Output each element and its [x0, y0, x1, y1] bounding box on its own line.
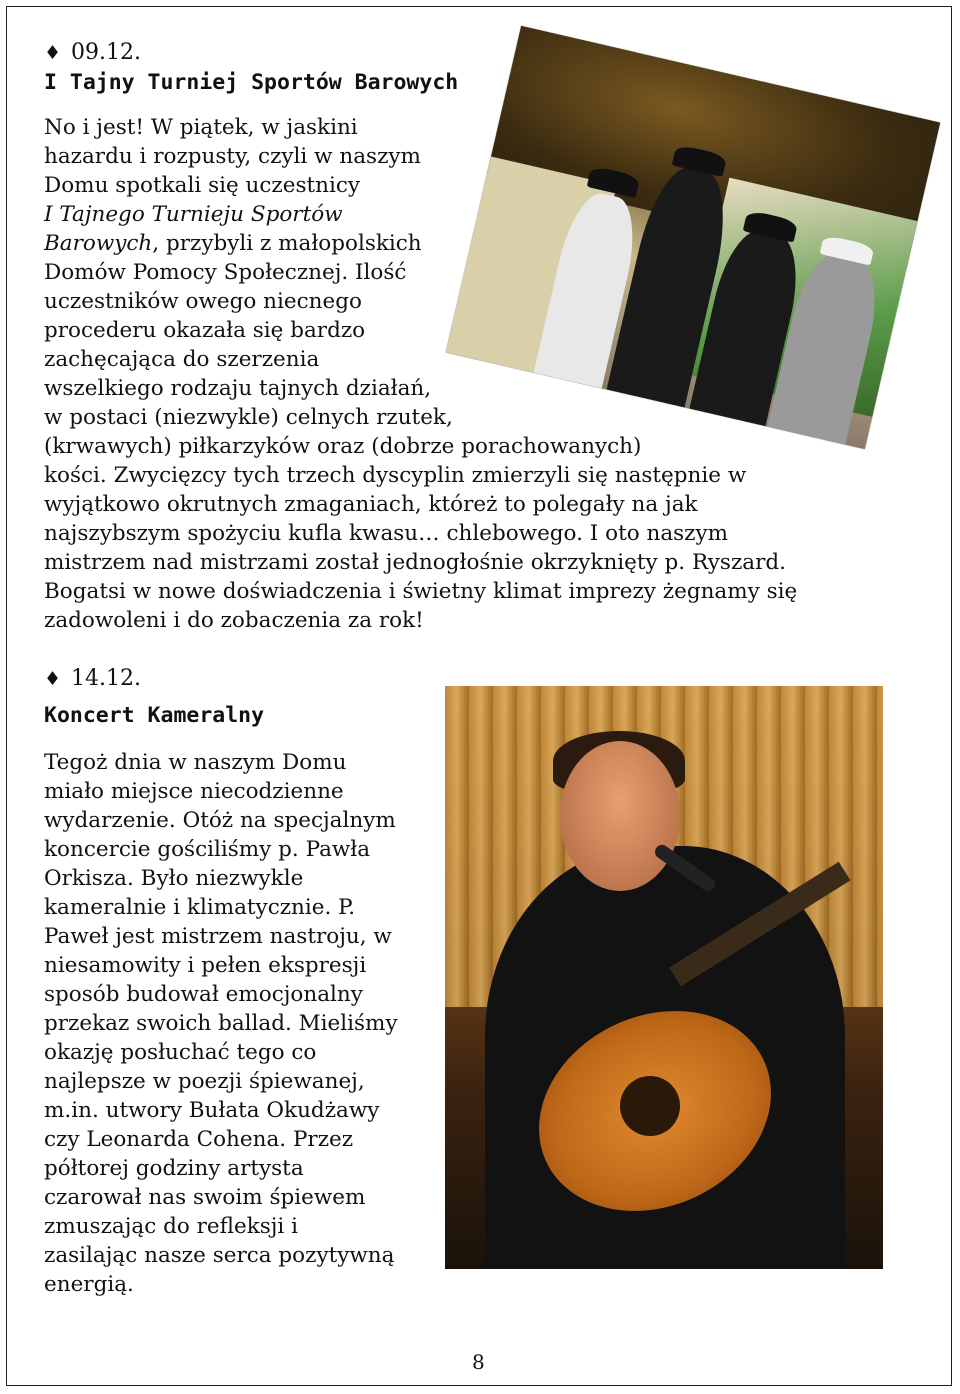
- upright-segment: , przybyli z małopolskich: [152, 231, 422, 256]
- section2-title: Koncert Kameralny: [44, 703, 265, 728]
- diamond-bullet-icon: ♦: [44, 668, 62, 690]
- section2-date: ♦ 14.12.: [44, 666, 142, 691]
- section1-title: I Tajny Turniej Sportów Barowych: [44, 70, 459, 95]
- italic-segment: Barowych: [44, 231, 153, 256]
- concert-photo: [445, 686, 883, 1269]
- section1-date: ♦ 09.12.: [44, 40, 142, 65]
- diamond-bullet-icon: ♦: [44, 42, 62, 64]
- page-number: 8: [472, 1350, 485, 1374]
- italic-mixed-line: [44, 230, 422, 259]
